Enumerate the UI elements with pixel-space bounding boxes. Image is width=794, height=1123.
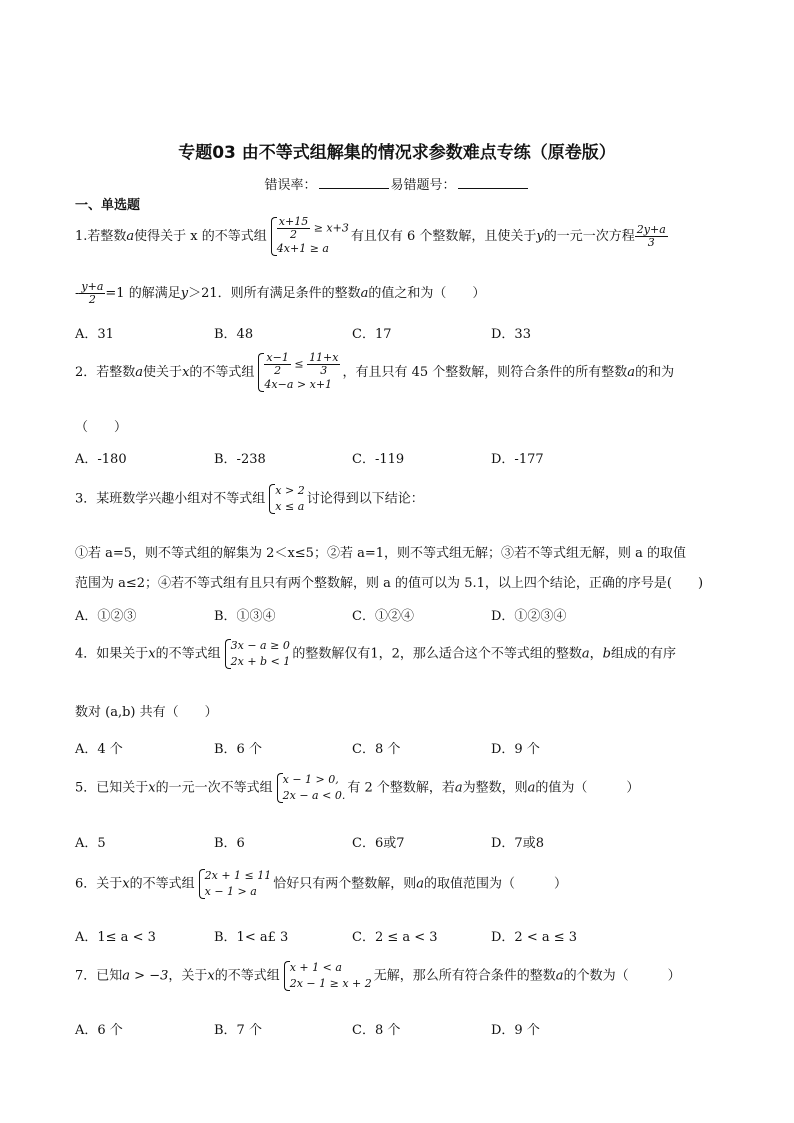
q2-option-b[interactable]: B．-238 [214, 452, 266, 467]
q7-option-c[interactable]: C．8 个 [352, 1023, 401, 1038]
q6-option-c[interactable]: C．2 ≤ a < 3 [352, 930, 438, 945]
q3-system: x > 2 x ≤ a [267, 483, 304, 515]
question-1-line-2: - $\frac{y+a}{2}$ =1 的解满足y＞21．则所有满足条件的整数a的值之和为（ ） [75, 280, 486, 306]
question-1-line-1: 1.若整数a使得关于 x 的不等式组 $\frac{x+15}{2}$ ≥ x+3 4x+1 ≥ a 有且仅有 6 个整数解，且使关于y的一元一次方程 $\frac{2y+a}{3}$ [75, 215, 666, 255]
section-heading: 一、单选题 [75, 198, 141, 213]
q6-system: 2x + 1 ≤ 11 x − 1 > a [197, 868, 272, 900]
error-rate-blank[interactable] [319, 176, 389, 189]
q1-option-c[interactable]: C．17 [352, 327, 392, 342]
question-7-line-1: 7．已知a > −3，关于x的不等式组 x + 1 < a 2x − 1 ≥ x + 2 无解，那么所有符合条件的整数a的个数为（ ） [75, 961, 681, 990]
error-line [0, 174, 794, 193]
q1-option-d[interactable]: D．33 [491, 327, 531, 342]
q3-option-a[interactable]: A．①②③ [75, 609, 137, 624]
q1-system: $\frac{x+15}{2}$ ≥ x+3 4x+1 ≥ a [269, 216, 349, 257]
wrong-no-label: 易错题号： [390, 178, 456, 193]
q6-option-b[interactable]: B．1< a£ 3 [214, 930, 289, 945]
question-4-line-2: 数对 (a,b) 共有（ ） [75, 705, 218, 720]
q4-option-b[interactable]: B．6 个 [214, 742, 262, 757]
wrong-no-blank[interactable] [458, 176, 528, 189]
q7-system: x + 1 < a 2x − 1 ≥ x + 2 [282, 960, 372, 992]
question-6-line-1: 6．关于x的不等式组 2x + 1 ≤ 11 x − 1 > a 恰好只有两个整数解，则a的取值范围为（ ） [75, 869, 568, 898]
q5-option-c[interactable]: C．6或7 [352, 836, 405, 851]
q2-option-c[interactable]: C．-119 [352, 452, 405, 467]
q1-option-a[interactable]: A．31 [75, 327, 114, 342]
q3-option-d[interactable]: D．①②③④ [491, 609, 567, 624]
q6-option-a[interactable]: A．1≤ a < 3 [75, 930, 156, 945]
q5-system: x − 1 > 0, 2x − a < 0. [275, 772, 346, 804]
q4-option-c[interactable]: C．8 个 [352, 742, 401, 757]
q2-system: $\frac{x-1}{2}$ ≤ $\frac{11+x}{3}$ 4x−a > x+1 [256, 352, 340, 393]
question-4-line-1: 4．如果关于x的不等式组 3x − a ≥ 0 2x + b < 1 的整数解仅有1，2，那么适合这个不等式组的整数a，b组成的有序 [75, 639, 676, 668]
q6-option-d[interactable]: D．2 < a ≤ 3 [491, 930, 578, 945]
q5-option-b[interactable]: B．6 [214, 836, 245, 851]
q7-option-b[interactable]: B．7 个 [214, 1023, 262, 1038]
q4-option-a[interactable]: A．4 个 [75, 742, 123, 757]
q1-option-b[interactable]: B．48 [214, 327, 254, 342]
page-title: 专题03 由不等式组解集的情况求参数难点专练（原卷版） [178, 143, 616, 163]
q7-option-d[interactable]: D．9 个 [491, 1023, 540, 1038]
question-3-line-3: 范围为 a≤2；④若不等式组有且只有两个整数解，则 a 的值可以为 5.1，以上四个结论，正确的序号是( ) [75, 576, 704, 591]
q5-option-d[interactable]: D．7或8 [491, 836, 544, 851]
question-3-line-1: 3．某班数学兴趣小组对不等式组 x > 2 x ≤ a 讨论得到以下结论： [75, 484, 424, 513]
q3-option-b[interactable]: B．①③④ [214, 609, 276, 624]
question-2-line-2: （ ） [75, 420, 128, 435]
q4-option-d[interactable]: D．9 个 [491, 742, 540, 757]
q2-option-a[interactable]: A．-180 [75, 452, 127, 467]
question-5-line-1: 5．已知关于x的一元一次不等式组 x − 1 > 0, 2x − a < 0. 有 2 个整数解，若a为整数，则a的值为（ ） [75, 773, 640, 802]
question-2-line-1: 2．若整数a使关于x的不等式组 $\frac{x-1}{2}$ ≤ $\frac{11+x}{3}$ 4x−a > x+1 ，有且只有 45 个整数解，则符合条件的所有整数a的和为 [75, 351, 675, 391]
q5-option-a[interactable]: A．5 [75, 836, 106, 851]
q4-system: 3x − a ≥ 0 2x + b < 1 [223, 638, 291, 670]
error-rate-label: 错误率： [264, 178, 317, 193]
question-3-line-2: ①若 a=5，则不等式组的解集为 2＜x≤5；②若 a=1，则不等式组无解；③若不等式组无解，则 a 的取值 [75, 546, 687, 561]
q2-option-d[interactable]: D．-177 [491, 452, 544, 467]
q3-option-c[interactable]: C．①②④ [352, 609, 414, 624]
q7-option-a[interactable]: A．6 个 [75, 1023, 123, 1038]
